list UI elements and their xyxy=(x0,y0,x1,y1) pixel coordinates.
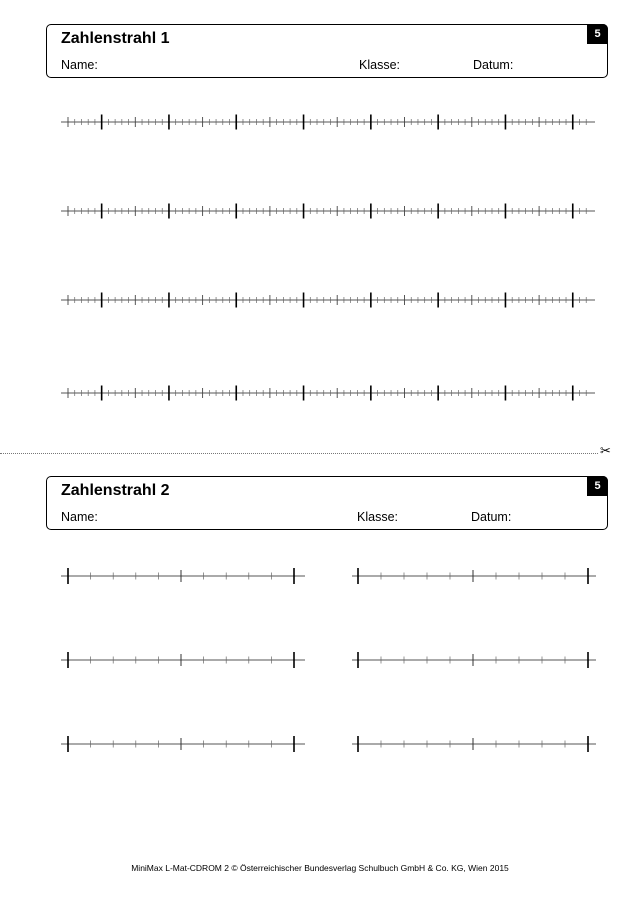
sheet1-name-label: Name: xyxy=(61,58,98,72)
sheet2-badge: 5 xyxy=(587,476,608,496)
sheet2-date-label: Datum: xyxy=(471,510,512,524)
sheet1-badge: 5 xyxy=(587,24,608,44)
sheet2-title: Zahlenstrahl 2 xyxy=(61,482,170,499)
scissors-icon: ✂ xyxy=(600,443,611,458)
footer-copyright: MiniMax L-Mat-CDROM 2 © Österreichischer Bundesverlag Schulbuch GmbH & Co. KG, Wien 2015 xyxy=(131,863,509,873)
sheet2-class-label: Klasse: xyxy=(357,510,398,524)
sheet1-class-label: Klasse: xyxy=(359,58,400,72)
sheet1-title: Zahlenstrahl 1 xyxy=(61,30,170,47)
sheet1-date-label: Datum: xyxy=(473,58,514,72)
sheet2-name-label: Name: xyxy=(61,510,98,524)
